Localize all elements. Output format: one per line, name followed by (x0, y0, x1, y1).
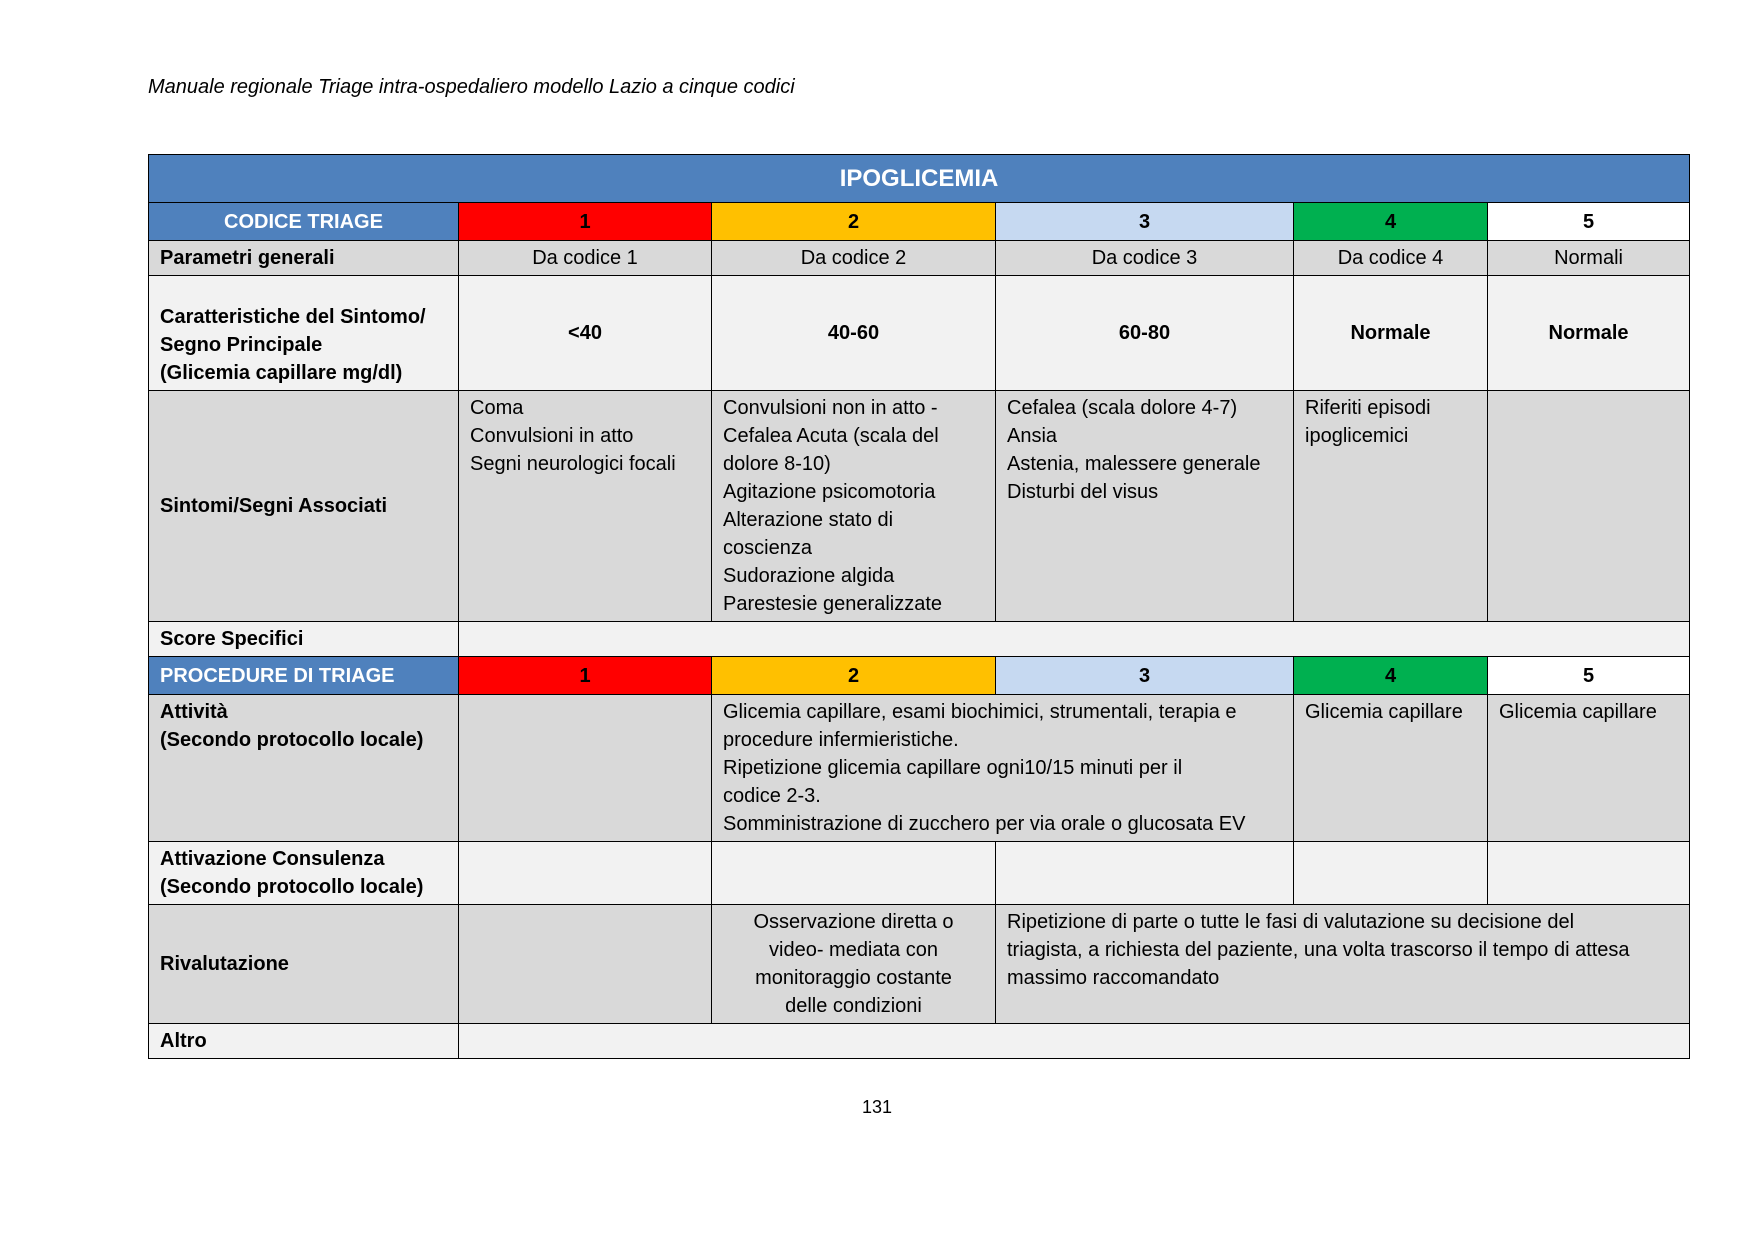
rivalutazione-c1 (459, 905, 712, 1024)
rivalutazione-label: Rivalutazione (149, 905, 459, 1024)
parametri-c1: Da codice 1 (459, 241, 712, 276)
altro-row (149, 1024, 1690, 1059)
score-value (459, 622, 1690, 657)
score-label: Score Specifici (149, 622, 459, 657)
attivita-label (149, 695, 459, 842)
sintomo-item: Astenia, malessere generale (1007, 453, 1261, 475)
procedure-code-4: 4 (1294, 657, 1488, 695)
procedure-row (149, 657, 1690, 695)
sintomo-item: Alterazione stato di (723, 509, 894, 531)
sintomo-item: Parestesie generalizzate (723, 593, 943, 615)
rivalutazione-row (149, 905, 1690, 1024)
consulenza-c1 (459, 842, 712, 905)
rivalutazione-c2 (712, 905, 996, 1024)
rivalutazione-line: Osservazione diretta o (753, 911, 954, 933)
rivalutazione-line: Ripetizione di parte o tutte le fasi di valutazione su decisione del (1007, 911, 1575, 933)
code-5-header: 5 (1488, 203, 1690, 241)
attivita-c23 (712, 695, 1294, 842)
code-3-header: 3 (996, 203, 1294, 241)
rivalutazione-line: massimo raccomandato (1007, 967, 1220, 989)
attivita-label-line: Attività (160, 701, 228, 723)
sintomo-item: Sudorazione algida (723, 565, 895, 587)
attivita-c5: Glicemia capillare (1488, 695, 1690, 842)
caratteristiche-label-line: Segno Principale (160, 334, 323, 356)
sintomi-c3 (996, 391, 1294, 622)
codice-triage-label: CODICE TRIAGE (149, 203, 459, 241)
caratteristiche-c2: 40-60 (712, 276, 996, 391)
attivita-line: Glicemia capillare, esami biochimici, strumentali, terapia e (723, 701, 1237, 723)
consulenza-row (149, 842, 1690, 905)
sintomo-item: Segni neurologici focali (470, 453, 676, 475)
attivita-c1 (459, 695, 712, 842)
rivalutazione-line: monitoraggio costante (755, 967, 952, 989)
sintomo-item: coscienza (723, 537, 812, 559)
attivita-row (149, 695, 1690, 842)
score-row (149, 622, 1690, 657)
rivalutazione-line: video- mediata con (769, 939, 938, 961)
sintomo-item: Convulsioni in atto (470, 425, 634, 447)
sintomi-label: Sintomi/Segni Associati (149, 391, 459, 622)
parametri-c3: Da codice 3 (996, 241, 1294, 276)
table-title: IPOGLICEMIA (149, 155, 1690, 203)
consulenza-label-line: (Secondo protocollo locale) (160, 876, 424, 898)
sintomo-item: Ansia (1007, 425, 1058, 447)
caratteristiche-c5: Normale (1488, 276, 1690, 391)
parametri-c4: Da codice 4 (1294, 241, 1488, 276)
procedure-code-2: 2 (712, 657, 996, 695)
sintomo-item: Cefalea Acuta (scala del (723, 425, 939, 447)
rivalutazione-line: triagista, a richiesta del paziente, una volta trascorso il tempo di attesa (1007, 939, 1630, 961)
sintomi-c4 (1294, 391, 1488, 622)
parametri-label: Parametri generali (149, 241, 459, 276)
rivalutazione-line: delle condizioni (785, 995, 922, 1017)
title-row (149, 155, 1690, 203)
sintomo-item: Convulsioni non in atto - (723, 397, 938, 419)
codice-triage-row (149, 203, 1690, 241)
parametri-row (149, 241, 1690, 276)
attivita-line: Ripetizione glicemia capillare ogni10/15 minuti per il (723, 757, 1183, 779)
procedure-code-1: 1 (459, 657, 712, 695)
code-2-header: 2 (712, 203, 996, 241)
triage-table (148, 154, 1690, 1059)
sintomi-row (149, 391, 1690, 622)
consulenza-c2 (712, 842, 996, 905)
attivita-c4: Glicemia capillare (1294, 695, 1488, 842)
parametri-c2: Da codice 2 (712, 241, 996, 276)
consulenza-label-line: Attivazione Consulenza (160, 848, 385, 870)
attivita-line: codice 2-3. (723, 785, 821, 807)
altro-value (459, 1024, 1690, 1059)
sintomo-item: Agitazione psicomotoria (723, 481, 936, 503)
sintomo-item: Disturbi del visus (1007, 481, 1159, 503)
caratteristiche-row (149, 276, 1690, 391)
caratteristiche-label (149, 276, 459, 391)
altro-label: Altro (149, 1024, 459, 1059)
sintomo-item: Coma (470, 397, 524, 419)
attivita-line: procedure infermieristiche. (723, 729, 959, 751)
caratteristiche-c4: Normale (1294, 276, 1488, 391)
procedure-label: PROCEDURE DI TRIAGE (149, 657, 459, 695)
consulenza-c3 (996, 842, 1294, 905)
parametri-c5: Normali (1488, 241, 1690, 276)
caratteristiche-label-line: (Glicemia capillare mg/dl) (160, 362, 403, 384)
code-1-header: 1 (459, 203, 712, 241)
document-header: Manuale regionale Triage intra-ospedaliero modello Lazio a cinque codici (148, 76, 795, 98)
sintomi-c2 (712, 391, 996, 622)
caratteristiche-c3: 60-80 (996, 276, 1294, 391)
sintomo-item: Cefalea (scala dolore 4-7) (1007, 397, 1238, 419)
code-4-header: 4 (1294, 203, 1488, 241)
attivita-label-line: (Secondo protocollo locale) (160, 729, 424, 751)
rivalutazione-c345 (996, 905, 1690, 1024)
procedure-code-3: 3 (996, 657, 1294, 695)
sintomi-c1 (459, 391, 712, 622)
procedure-code-5: 5 (1488, 657, 1690, 695)
consulenza-c5 (1488, 842, 1690, 905)
sintomi-c5 (1488, 391, 1690, 622)
sintomo-item: Riferiti episodi (1305, 397, 1431, 419)
caratteristiche-c1: <40 (459, 276, 712, 391)
page-number: 131 (861, 1097, 893, 1117)
consulenza-c4 (1294, 842, 1488, 905)
attivita-line: Somministrazione di zucchero per via orale o glucosata EV (723, 813, 1246, 835)
caratteristiche-label-line: Caratteristiche del Sintomo/ (160, 306, 426, 328)
sintomo-item: dolore 8-10) (723, 453, 831, 475)
consulenza-label (149, 842, 459, 905)
sintomo-item: ipoglicemici (1305, 425, 1409, 447)
